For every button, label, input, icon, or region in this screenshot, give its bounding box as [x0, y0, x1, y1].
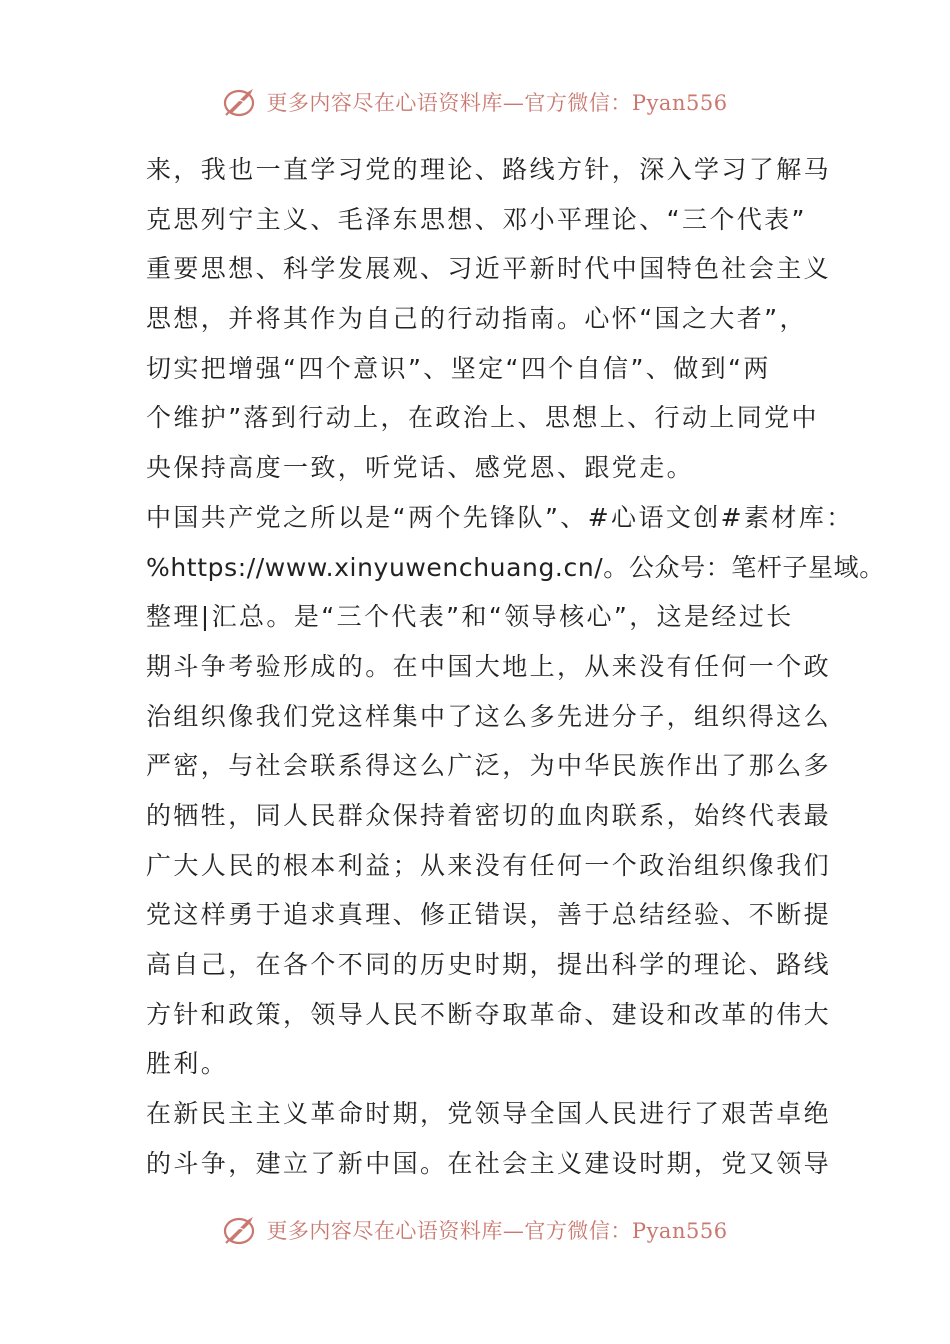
text-line: 党这样勇于追求真理、修正错误，善于总结经验、不断提 [146, 900, 832, 930]
document-body [146, 145, 885, 1188]
text-line: 在新民主主义革命时期，党领导全国人民进行了艰苦卓绝 [146, 1099, 832, 1129]
pen-logo-icon [222, 86, 258, 118]
header-banner [0, 82, 950, 122]
text-line: 期斗争考验形成的。在中国大地上，从来没有任何一个政 [146, 651, 832, 681]
text-line: 严密，与社会联系得这么广泛，为中华民族作出了那么多 [146, 751, 832, 781]
text-line: 来，我也一直学习党的理论、路线方针，深入学习了解马 [146, 155, 832, 184]
text-line: 的斗争，建立了新中国。在社会主义建设时期，党又领导 [146, 1148, 832, 1178]
text-line: 切实把增强“四个意识”、坚定“四个自信”、做到“两 [146, 353, 771, 383]
text-line-url: %https://www.xinyuwenchuang.cn/。公众号：笔杆子星域。 [146, 552, 885, 582]
text-line: 治组织像我们党这样集中了这么多先进分子，组织得这么 [146, 701, 832, 731]
text-line: 重要思想、科学发展观、习近平新时代中国特色社会主义 [146, 254, 832, 284]
text-line: 的牺牲，同人民群众保持着密切的血肉联系，始终代表最 [146, 800, 832, 830]
pen-logo-icon [222, 1214, 258, 1246]
text-line: 高自己，在各个不同的历史时期，提出科学的理论、路线 [146, 950, 832, 979]
header-banner-text: 更多内容尽在心语资料库—官方微信：Pyan556 [266, 91, 728, 115]
text-line: 中国共产党之所以是“两个先锋队”、#心语文创#素材库： [146, 502, 854, 532]
text-line: 方针和政策，领导人民不断夺取革命、建设和改革的伟大 [146, 999, 832, 1029]
text-line: 思想，并将其作为自己的行动指南。心怀“国之大者”， [146, 304, 807, 334]
footer-banner [0, 1210, 950, 1250]
text-line: 克思列宁主义、毛泽东思想、邓小平理论、“三个代表” [146, 204, 807, 234]
text-line: 整理|汇总。是“三个代表”和“领导核心”，这是经过长 [146, 602, 794, 632]
footer-banner-text: 更多内容尽在心语资料库—官方微信：Pyan556 [266, 1219, 728, 1243]
text-line: 胜利。 [146, 1049, 229, 1079]
text-line: 广大人民的根本利益；从来没有任何一个政治组织像我们 [146, 850, 832, 880]
text-line: 央保持高度一致，听党话、感党恩、跟党走。 [146, 453, 695, 483]
text-line: 个维护”落到行动上，在政治上、思想上、行动上同党中 [146, 403, 819, 433]
